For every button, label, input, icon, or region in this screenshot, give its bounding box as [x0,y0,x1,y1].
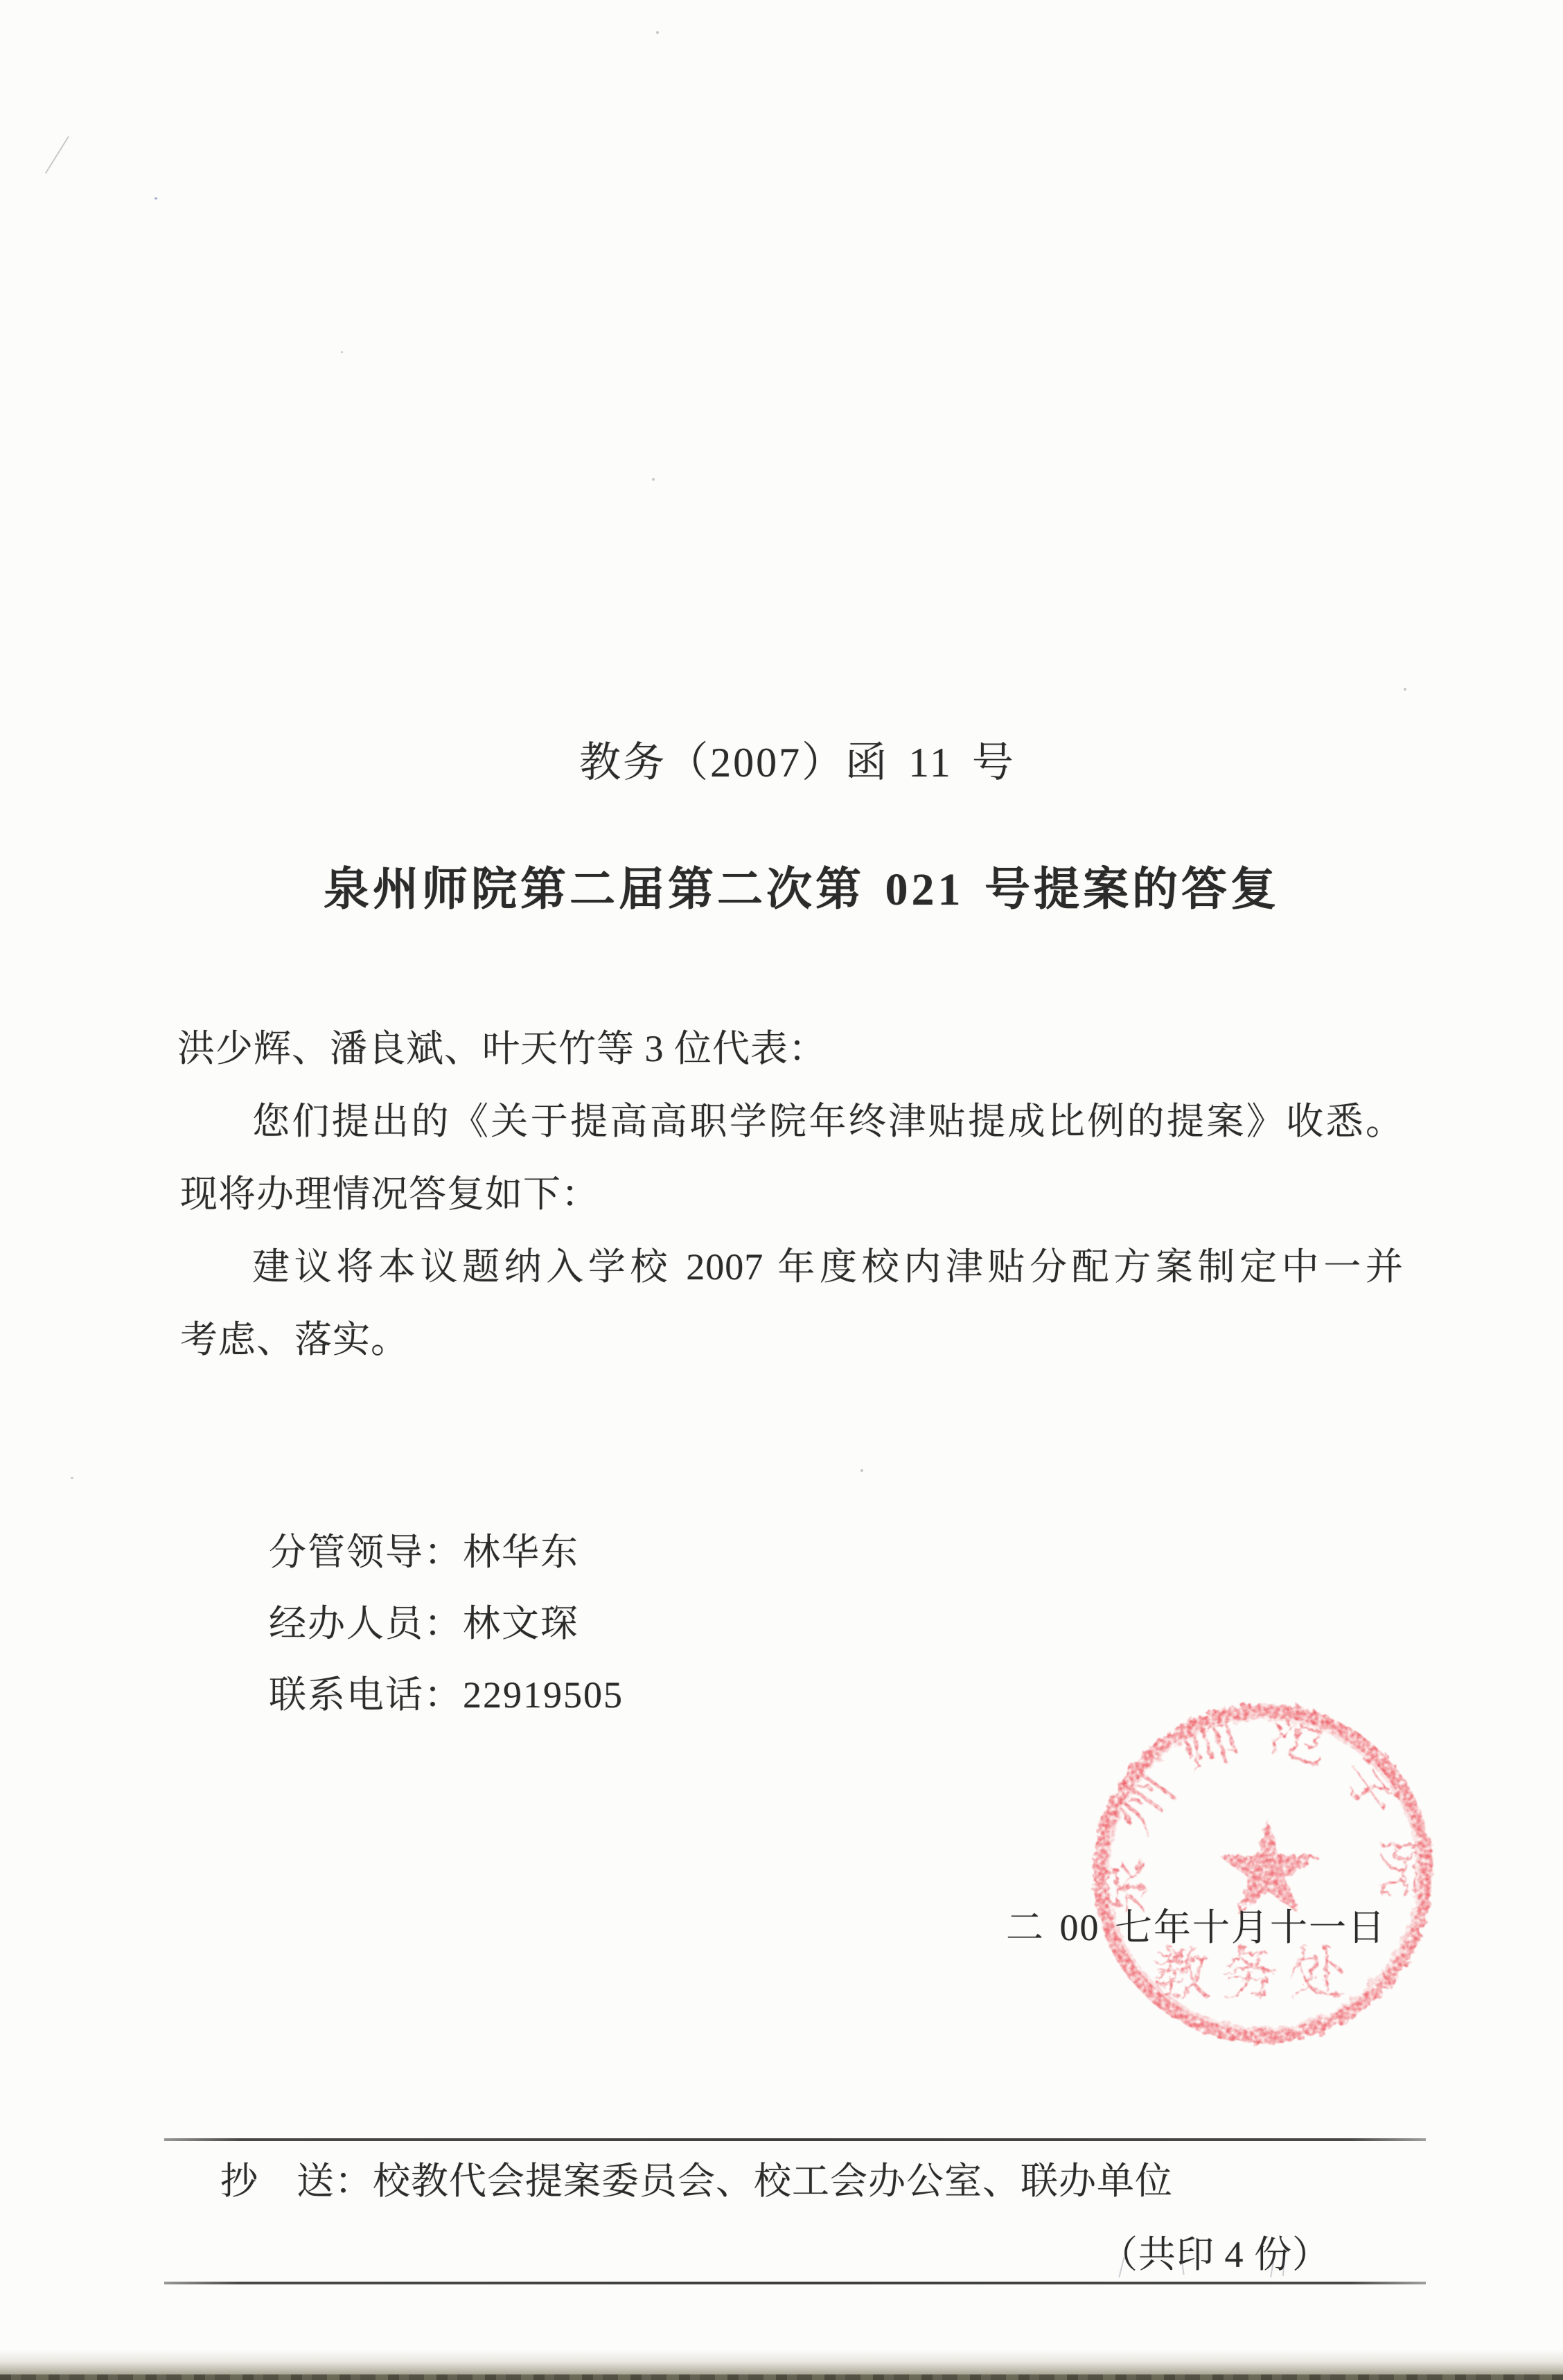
body-paragraph-1-line-2: 现将办理情况答复如下： [180,1173,599,1215]
footer-rule-top [164,2138,1426,2141]
scan-artifact-speck [341,351,343,353]
doc-number: 教务（2007）函 11 号 [579,740,1016,785]
official-seal [1079,1690,1447,2057]
document-date: 二 00 七年十月十一日 [1006,1907,1386,1948]
scan-artifact-scratch [45,136,69,173]
cc-line: 抄 送：校教代会提案委员会、校工会办公室、联办单位 [220,2160,1173,2202]
salutation: 洪少辉、潘良斌、叶天竹等 3 位代表： [177,1028,827,1069]
scan-artifact-speck [154,197,157,199]
body-paragraph-2-line-1: 建议将本议题纳入学校 2007 年度校内津贴分配方案制定中一并 [252,1246,1404,1288]
info-leader: 分管领导：林华东 [269,1531,579,1573]
scan-artifact-speck [1404,688,1406,691]
scan-artifact-speck [652,478,655,481]
body-paragraph-1-line-1: 您们提出的《关于提高高职学院年终津贴提成比例的提案》收悉。 [252,1101,1404,1142]
scan-edge-dark-strip [0,2374,1563,2380]
scan-artifact-speck [860,1469,863,1472]
star-icon [1219,1820,1318,1914]
copies-note: （共印 4 份） [1100,2234,1330,2275]
info-handler: 经办人员：林文琛 [269,1603,579,1644]
scan-edge-shadow [0,2350,1563,2380]
info-phone: 联系电话：22919505 [269,1674,624,1716]
seal-arc-text: 泉州师范学院 [1087,1696,1439,1918]
scan-artifact-speck [71,1477,73,1479]
body-paragraph-2-line-2: 考虑、落实。 [180,1319,409,1360]
page-title: 泉州师院第二届第二次第 021 号提案的答复 [324,864,1280,915]
seal-bottom-text: 教务处 [1153,1943,1358,2006]
footer-rule-bottom [164,2282,1426,2284]
scan-artifact-speck [656,31,659,34]
